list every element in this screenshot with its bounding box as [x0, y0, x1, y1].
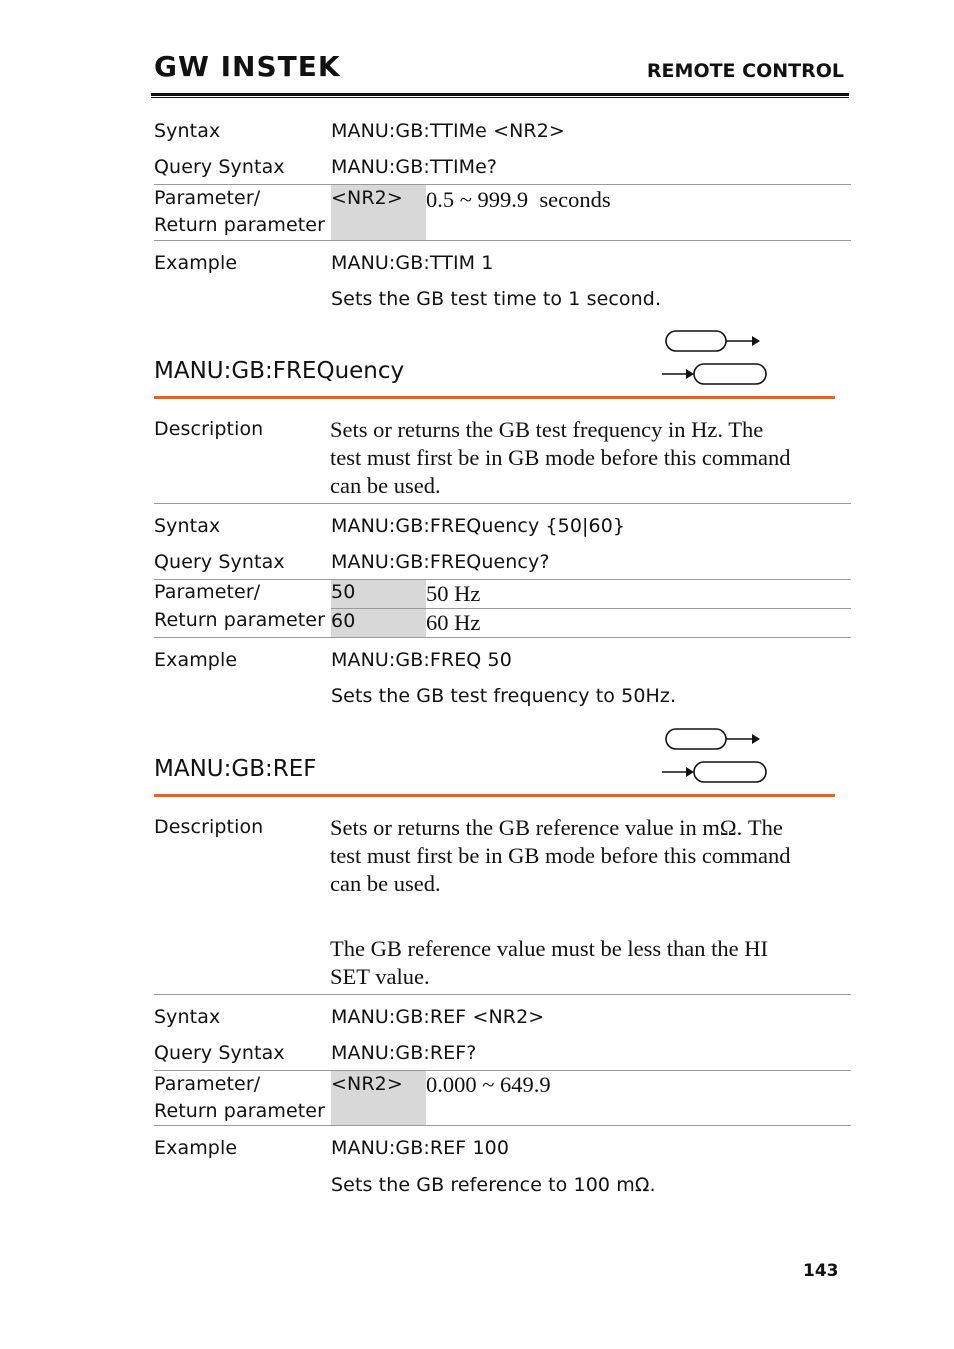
header-rule-thin [151, 97, 849, 98]
ref-desc-line: can be used. [330, 871, 441, 896]
ttime-param-label: Parameter/ [154, 187, 261, 209]
ttime-param-label-2: Return parameter [154, 214, 325, 236]
ref-example-label: Example [154, 1137, 238, 1159]
ref-param-label: Parameter/ [154, 1073, 261, 1095]
divider [154, 994, 851, 995]
ref-desc2-line: SET value. [330, 964, 430, 989]
freq-section-title: MANU:GB:FREQuency [154, 358, 405, 384]
ttime-param-name: <NR2> [331, 187, 403, 209]
ttime-example-desc: Sets the GB test time to 1 second. [331, 288, 662, 310]
section-rule [154, 396, 835, 399]
divider [154, 637, 851, 638]
divider [154, 503, 851, 504]
freq-param-label: Parameter/ [154, 581, 261, 603]
set-query-command-icon [660, 726, 770, 786]
freq-param-name: 60 [331, 610, 356, 632]
header-section-title: REMOTE CONTROL [646, 60, 844, 82]
header-rule [151, 93, 849, 96]
ref-param-label-2: Return parameter [154, 1100, 325, 1122]
divider [154, 1125, 851, 1126]
freq-example-label: Example [154, 649, 238, 671]
freq-desc-label: Description [154, 418, 264, 440]
freq-example: MANU:GB:FREQ 50 [331, 649, 512, 671]
ref-syntax: MANU:GB:REF <NR2> [331, 1006, 545, 1028]
ref-query-label: Query Syntax [154, 1042, 285, 1064]
ttime-syntax-label: Syntax [154, 120, 221, 142]
set-query-command-icon [660, 328, 770, 388]
ttime-example: MANU:GB:TTIM 1 [331, 252, 494, 274]
ref-desc-line: test must first be in GB mode before this command [330, 843, 791, 868]
ref-param-desc: 0.000 ~ 649.9 [426, 1072, 551, 1097]
ref-desc-line: Sets or returns the GB reference value in mΩ. The [330, 815, 783, 840]
freq-param-name: 50 [331, 581, 356, 603]
section-rule [154, 794, 835, 797]
freq-desc-line: can be used. [330, 473, 441, 498]
gw-instek-logo: GW INSTEK [154, 50, 341, 83]
ttime-syntax: MANU:GB:TTIMe <NR2> [331, 120, 565, 142]
ttime-param-desc: 0.5 ~ 999.9 seconds [426, 187, 611, 212]
ref-syntax-label: Syntax [154, 1006, 221, 1028]
freq-desc-line: Sets or returns the GB test frequency in Hz. The [330, 417, 764, 442]
ref-example-desc: Sets the GB reference to 100 mΩ. [331, 1174, 656, 1196]
ref-param-name: <NR2> [331, 1073, 403, 1095]
ref-section-title: MANU:GB:REF [154, 756, 317, 782]
ref-example: MANU:GB:REF 100 [331, 1137, 510, 1159]
divider [154, 184, 851, 185]
freq-param-desc: 50 Hz [426, 581, 481, 606]
freq-desc-line: test must first be in GB mode before this command [330, 445, 791, 470]
freq-param-label-2: Return parameter [154, 609, 325, 631]
freq-syntax-label: Syntax [154, 515, 221, 537]
page-number: 143 [803, 1261, 839, 1281]
ttime-example-label: Example [154, 252, 238, 274]
divider [154, 240, 851, 241]
ref-desc2-line: The GB reference value must be less than the HI [330, 936, 768, 961]
freq-query-label: Query Syntax [154, 551, 285, 573]
ttime-query-label: Query Syntax [154, 156, 285, 178]
ref-query: MANU:GB:REF? [331, 1042, 477, 1064]
freq-param-desc: 60 Hz [426, 610, 481, 635]
ttime-query: MANU:GB:TTIMe? [331, 156, 498, 178]
divider [331, 608, 851, 609]
ref-desc-label: Description [154, 816, 264, 838]
divider [154, 579, 851, 580]
freq-example-desc: Sets the GB test frequency to 50Hz. [331, 685, 677, 707]
freq-syntax: MANU:GB:FREQuency {50|60} [331, 515, 626, 537]
freq-query: MANU:GB:FREQuency? [331, 551, 550, 573]
